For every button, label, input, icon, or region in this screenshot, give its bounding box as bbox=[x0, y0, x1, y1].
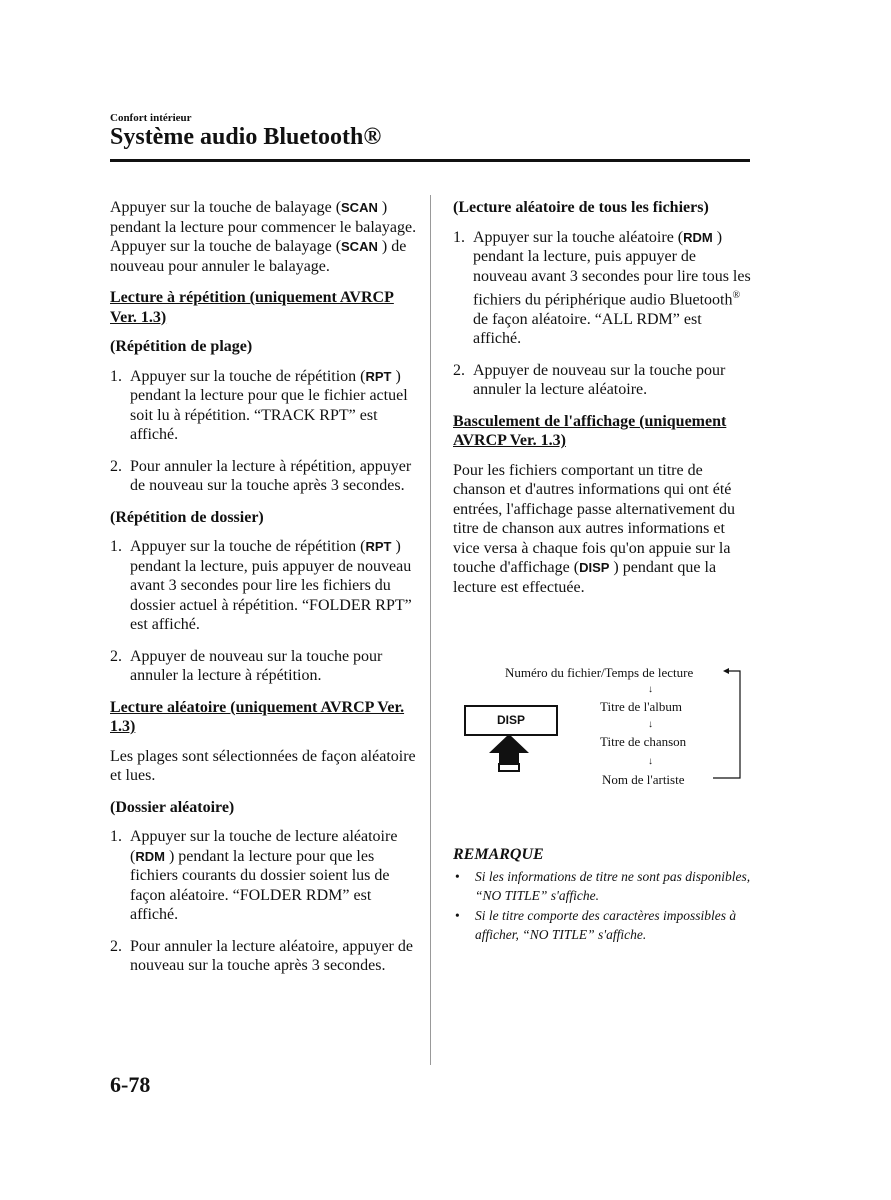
paragraph: Appuyer sur la touche de balayage (SCAN ) de nouveau pour annuler le balayage. bbox=[110, 238, 407, 275]
list-item: 1. Appuyer sur la touche de répétition (RPT ) pendant la lecture pour que le fichier actuel soit lu à répétition. “TRACK RPT” est affiché. bbox=[110, 367, 408, 443]
right-column bbox=[453, 198, 753, 609]
disp-key: DISP bbox=[579, 560, 610, 576]
rdm-key: RDM bbox=[135, 848, 165, 864]
step-song: Titre de chanson bbox=[600, 734, 687, 749]
press-arrow-icon bbox=[485, 733, 535, 773]
step-file-time: Numéro du fichier/Temps de lecture bbox=[505, 665, 694, 680]
rpt-key: RPT bbox=[365, 539, 392, 554]
left-column bbox=[110, 198, 420, 988]
rpt-key: RPT bbox=[365, 368, 392, 384]
remarque-note bbox=[453, 845, 753, 945]
subheading: (Lecture aléatoire de tous les fichiers) bbox=[453, 199, 709, 216]
heading-random: Lecture aléatoire (uniquement AVRCP Ver. 1.3) bbox=[110, 698, 405, 735]
note-title: REMARQUE bbox=[453, 846, 544, 863]
list-item: 2. Pour annuler la lecture à répétition, appuyer de nouveau sur la touche après 3 secondes. bbox=[110, 457, 412, 494]
paragraph: Pour les fichiers comportant un titre de chanson et d'autres informations qui ont été entrées, l'affichage passe alternativement du titre de chanson aux autres informations et vice versa à chaque fois qu'on appuie sur la touche d'affichage (DISP ) pendant que la lecture est effectuée. bbox=[453, 461, 736, 596]
note-bullet: • Si le titre comporte des caractères impossibles à afficher, “NO TITLE” s'affiche. bbox=[455, 907, 737, 942]
loop-arrow-icon bbox=[695, 668, 745, 783]
scan-key: SCAN bbox=[341, 239, 378, 254]
list-item: 2. Appuyer de nouveau sur la touche pour annuler la lecture à répétition. bbox=[110, 647, 383, 684]
step-artist: Nom de l'artiste bbox=[602, 772, 685, 787]
disp-cycle-diagram bbox=[455, 660, 755, 790]
heading-display: Basculement de l'affichage (uniquement AVRCP Ver. 1.3) bbox=[453, 412, 727, 450]
rdm-key: RDM bbox=[683, 229, 713, 245]
disp-button-illustration: DISP bbox=[464, 705, 558, 736]
subheading: (Répétition de plage) bbox=[110, 338, 253, 355]
list-item: 1. Appuyer sur la touche de répétition (RPT ) pendant la lecture, puis appuyer de nouveau avant 3 secondes pour lire les fichiers du dossier actuel à répétition. “FOLDER RPT” est affiché. bbox=[110, 538, 412, 633]
title-rule bbox=[110, 159, 750, 162]
list-item: 1. Appuyer sur la touche aléatoire (RDM ) pendant la lecture, puis appuyer de nouveau avant 3 secondes pour lire tous les fichiers du périphérique audio Bluetooth® de façon aléatoire. “ALL RDM” est affiché. bbox=[453, 228, 751, 348]
down-arrow-icon: ↓ bbox=[648, 719, 653, 730]
list-item: 2. Appuyer de nouveau sur la touche pour annuler la lecture aléatoire. bbox=[453, 361, 726, 399]
step-album: Titre de l'album bbox=[600, 699, 683, 714]
column-divider bbox=[430, 195, 431, 1065]
list-item: 1. Appuyer sur la touche de lecture aléatoire (RDM ) pendant la lecture pour que les fichiers courants du dossier soient lus de façon aléatoire. “FOLDER RDM” est affiché. bbox=[110, 828, 398, 923]
page-title: Système audio Bluetooth® bbox=[110, 124, 382, 150]
section-label: Confort intérieur bbox=[110, 112, 192, 124]
heading-repeat: Lecture à répétition (uniquement AVRCP Ver. 1.3) bbox=[110, 289, 394, 326]
note-bullet: • Si les informations de titre ne sont pas disponibles, “NO TITLE” s'affiche. bbox=[455, 868, 751, 903]
subheading: (Répétition de dossier) bbox=[110, 508, 264, 526]
paragraph: Les plages sont sélectionnées de façon aléatoire et lues. bbox=[110, 747, 416, 784]
down-arrow-icon: ↓ bbox=[648, 756, 653, 767]
paragraph: Appuyer sur la touche de balayage (SCAN ) pendant la lecture pour commencer le balayage. bbox=[110, 199, 417, 236]
list-item: 2. Pour annuler la lecture aléatoire, appuyer de nouveau sur la touche après 3 secondes. bbox=[110, 937, 413, 974]
page-number: 6-78 bbox=[110, 1072, 151, 1097]
scan-key: SCAN bbox=[341, 200, 378, 215]
down-arrow-icon: ↓ bbox=[648, 684, 653, 695]
subheading: (Dossier aléatoire) bbox=[110, 798, 235, 816]
